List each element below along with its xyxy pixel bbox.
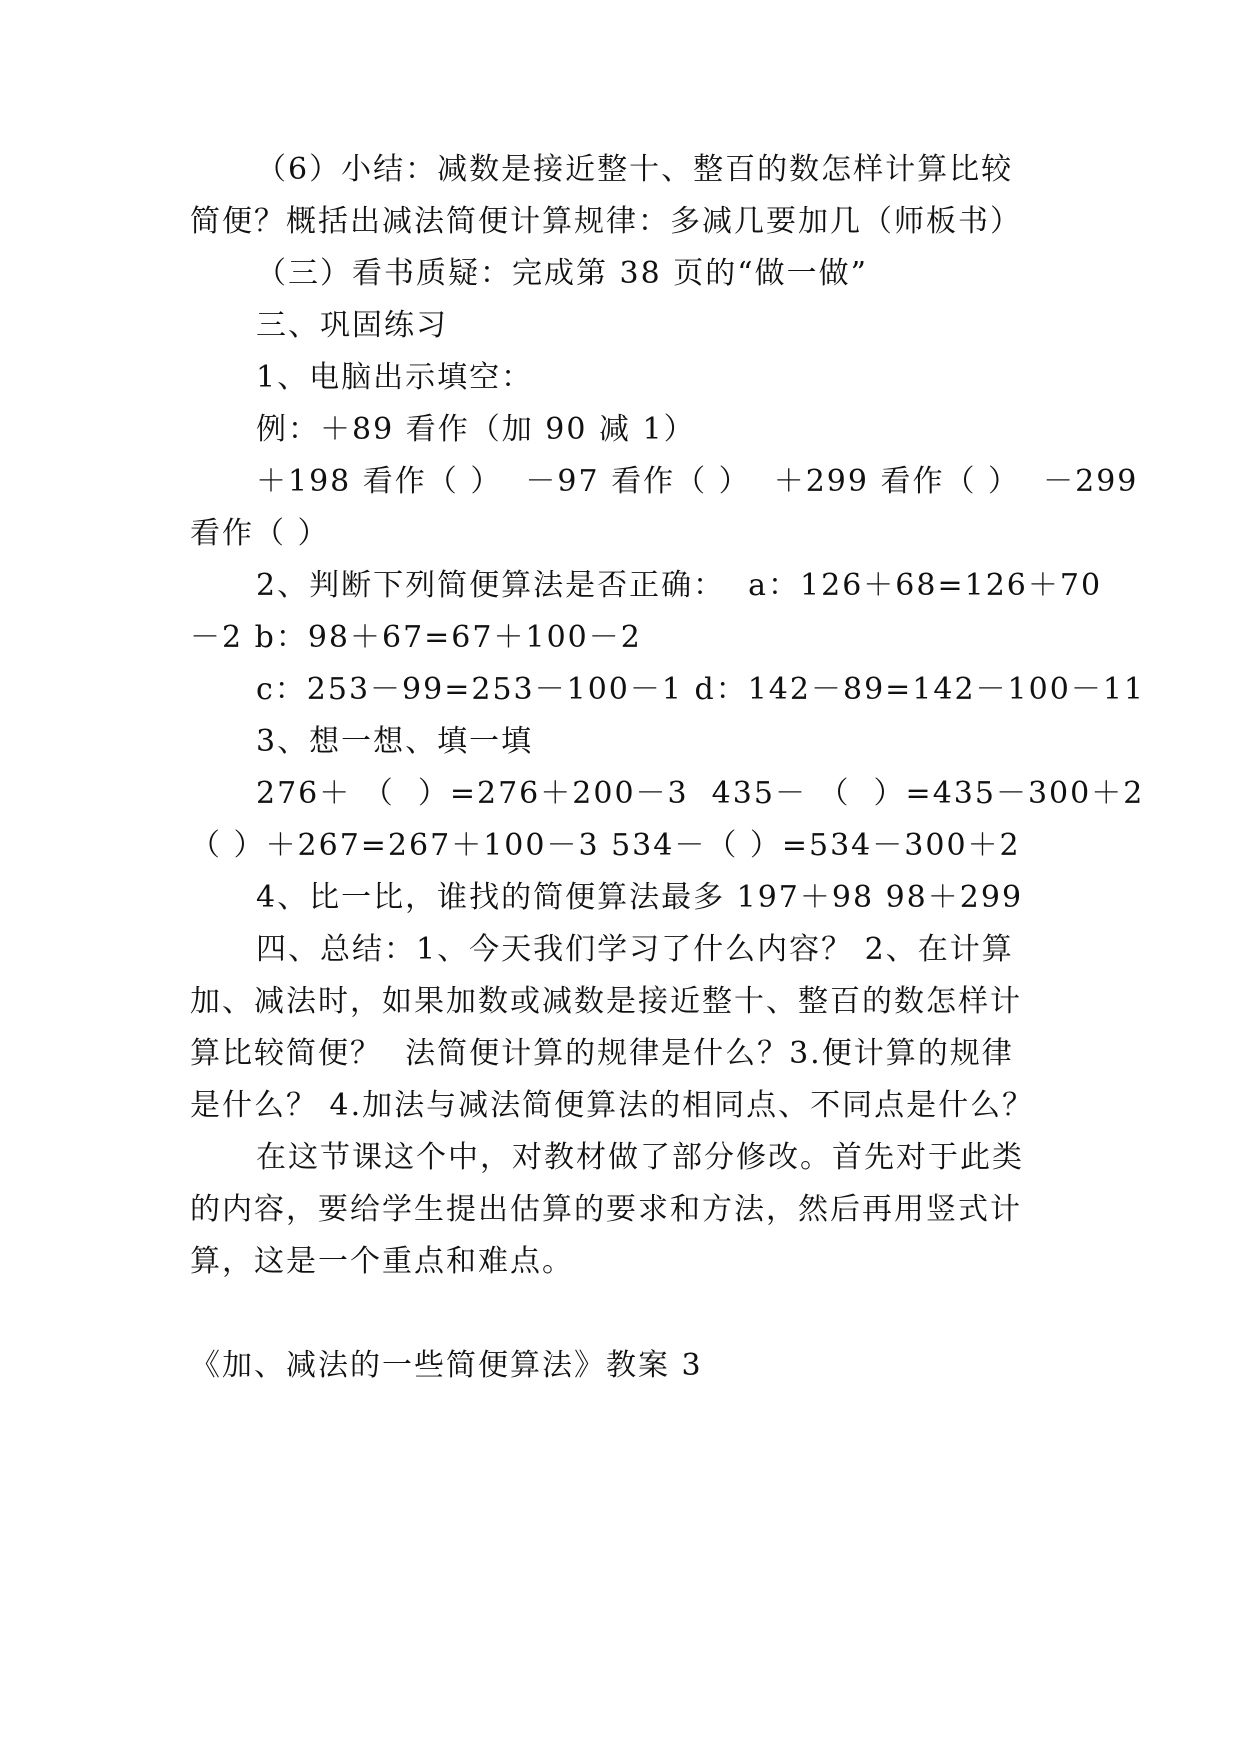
text-line: 算，这是一个重点和难点。 [190, 1244, 574, 1279]
text-line: 4、比一比，谁找的简便算法最多 197＋98 98＋299 [256, 880, 1024, 915]
text-line: ＋198 看作（ ） －97 看作（ ） ＋299 看作（ ） －299 [256, 464, 1139, 499]
text-line: 3、想一想、填一填 [256, 724, 534, 759]
text-line: 加、减法时，如果加数或减数是接近整十、整百的数怎样计 [190, 984, 1022, 1019]
text-line: 276＋ （ ）=276＋200－3 435－ （ ）=435－300＋2 [256, 776, 1145, 811]
text-line: 简便？概括出减法简便计算规律：多减几要加几（师板书） [190, 204, 1022, 239]
text-line: （6）小结：减数是接近整十、整百的数怎样计算比较 [256, 152, 1014, 187]
text-line: c：253－99=253－100－1 d：142－89=142－100－11 [256, 672, 1145, 707]
text-line: 的内容，要给学生提出估算的要求和方法，然后再用竖式计 [190, 1192, 1022, 1227]
text-line: 算比较简便？ 法简便计算的规律是什么？3.便计算的规律 [190, 1036, 1014, 1071]
text-line: 1、电脑出示填空： [256, 360, 534, 395]
section-heading: 四、总结：1、今天我们学习了什么内容？ 2、在计算 [256, 932, 1014, 967]
text-line: 是什么？ 4.加法与减法简便算法的相同点、不同点是什么？ [190, 1088, 1035, 1123]
text-line: （三）看书质疑：完成第 38 页的“做一做” [256, 256, 868, 291]
text-line: （ ）＋267=267＋100－3 534－（ ）=534－300＋2 [190, 828, 1021, 863]
section-heading: 三、巩固练习 [256, 308, 448, 343]
text-line: 看作（ ） [190, 516, 330, 551]
text-line: 例：＋89 看作（加 90 减 1） [256, 412, 696, 447]
text-line: 2、判断下列简便算法是否正确： a：126＋68=126＋70 [256, 568, 1103, 603]
text-line: 在这节课这个中，对教材做了部分修改。首先对于此类 [256, 1140, 1024, 1175]
text-line: －2 b：98＋67=67＋100－2 [190, 620, 642, 655]
document-title: 《加、减法的一些简便算法》教案 3 [190, 1348, 703, 1383]
